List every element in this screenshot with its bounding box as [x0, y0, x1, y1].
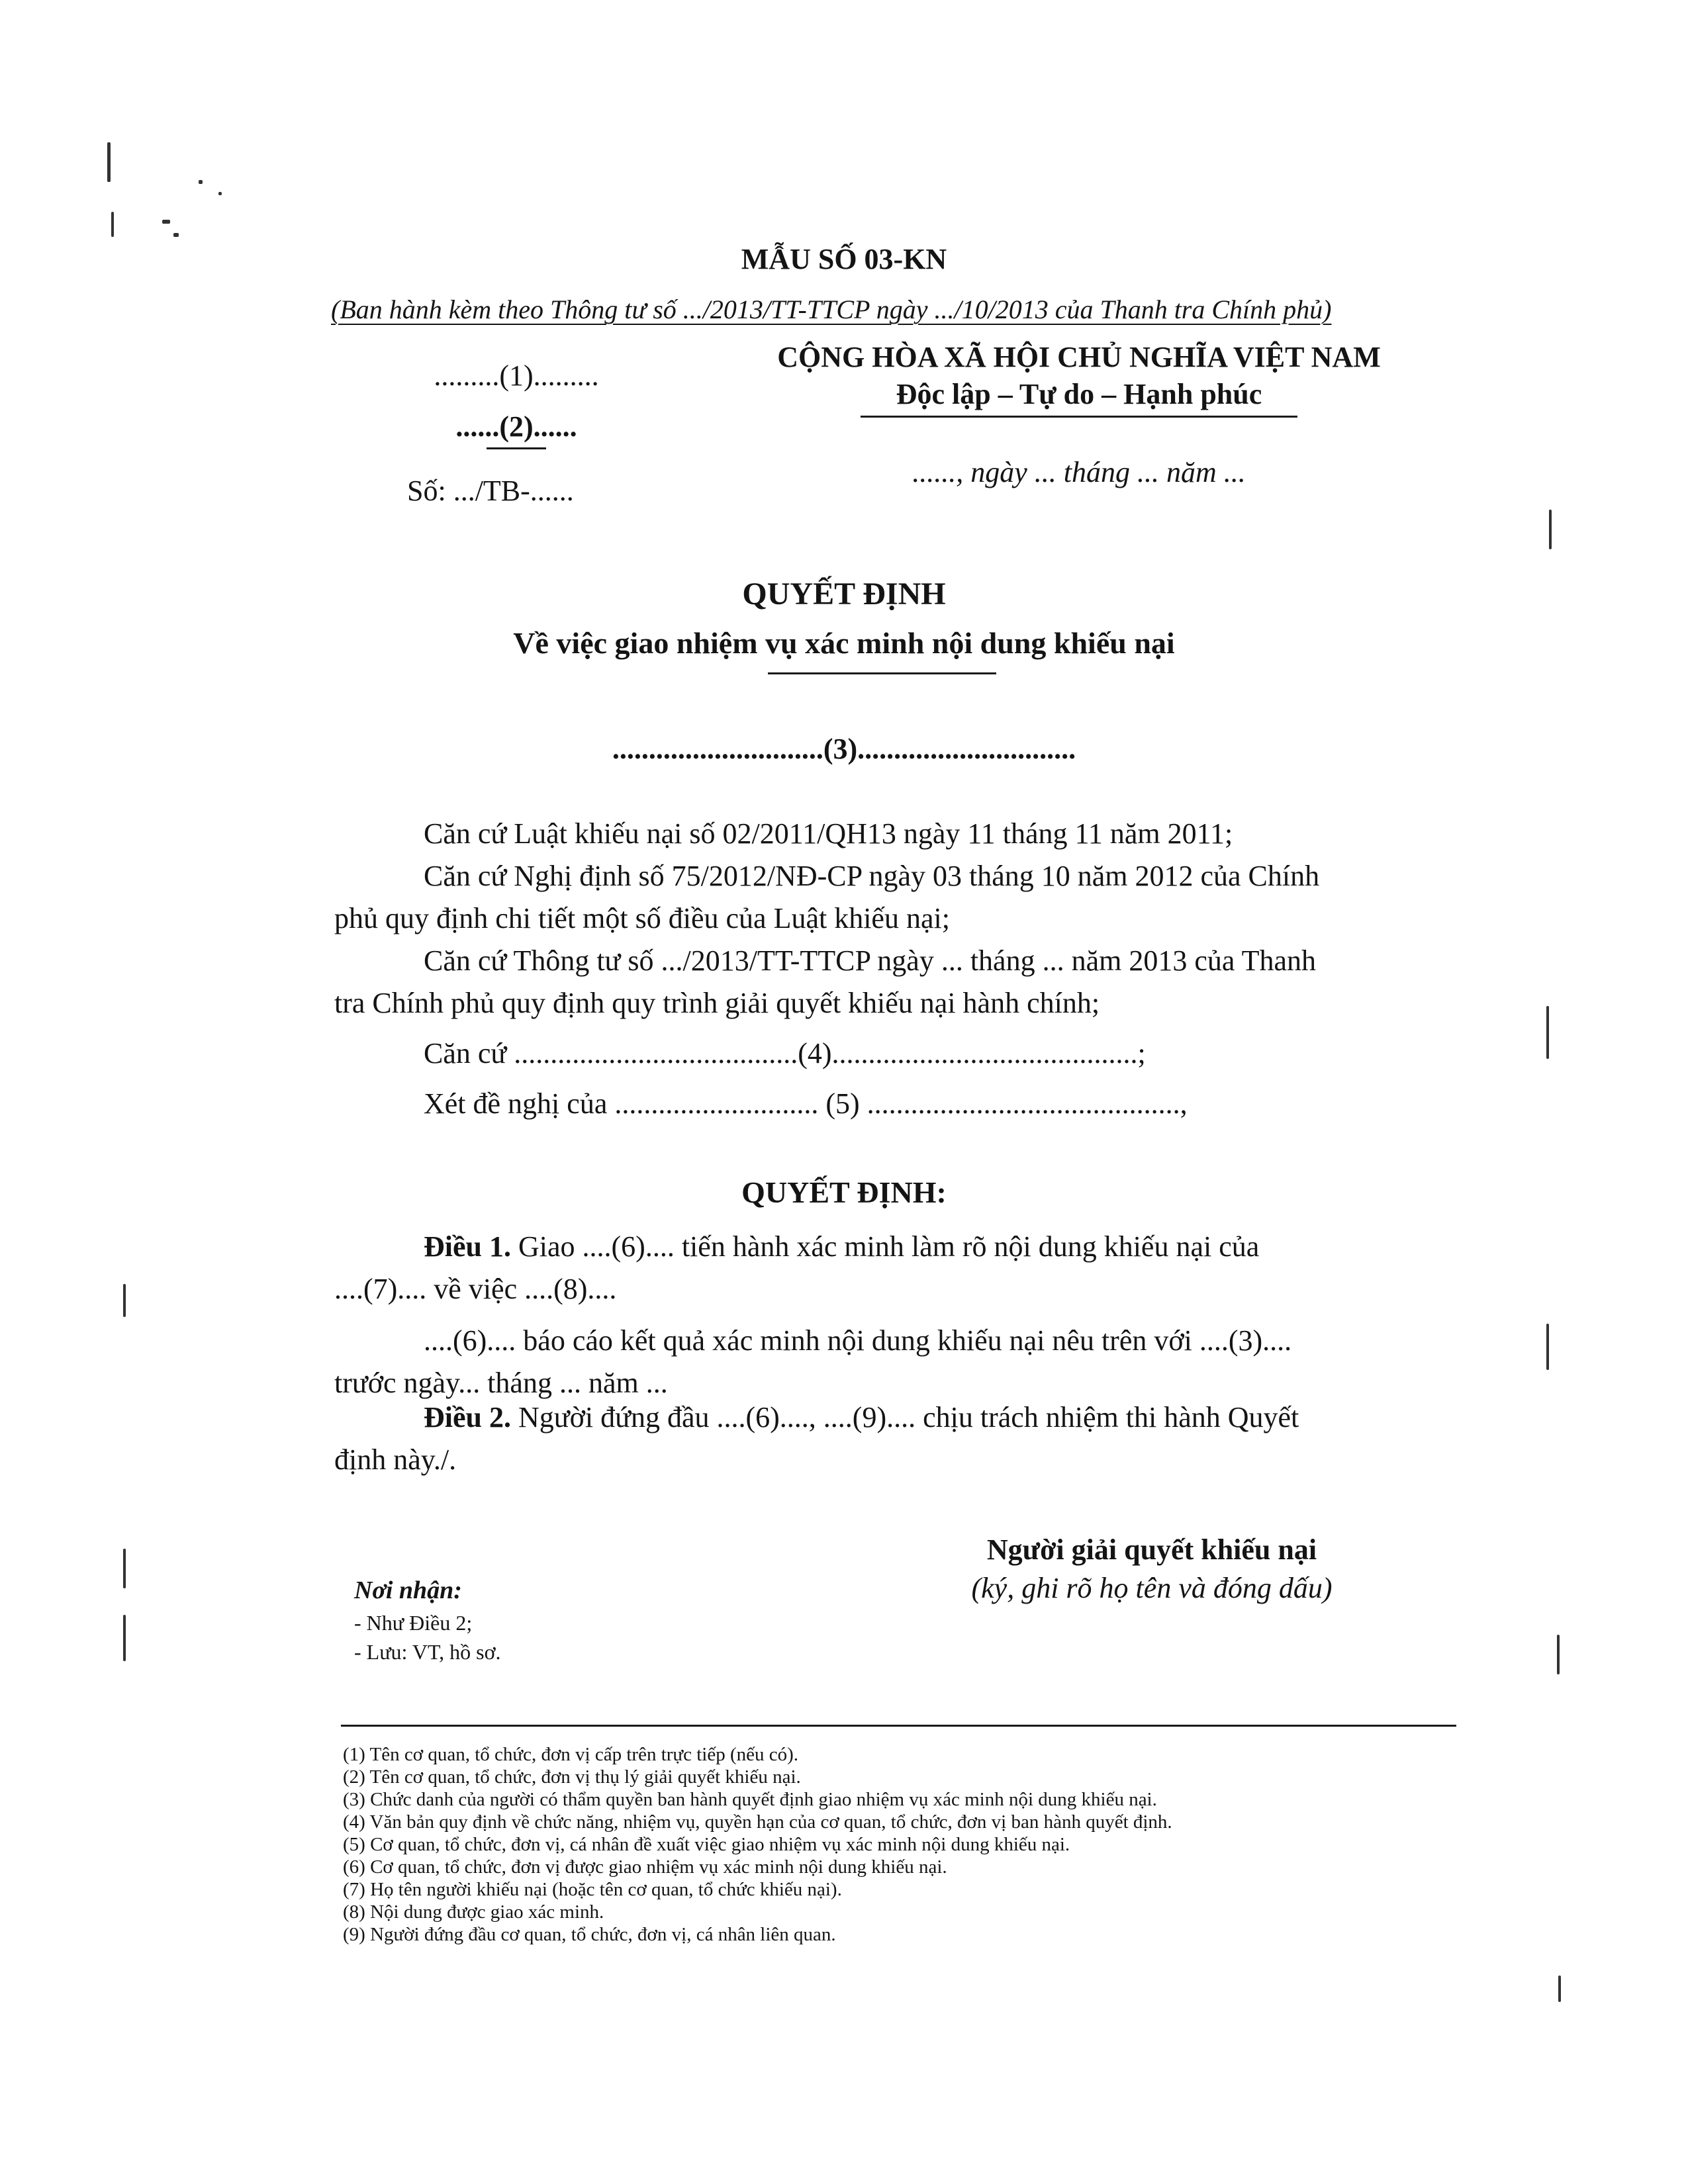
footnote-1: (1) Tên cơ quan, tổ chức, đơn vị cấp trên trực tiếp (nếu có). — [343, 1744, 799, 1765]
article-2-text: Người đứng đầu ....(6)...., ....(9).... chịu trách nhiệm thi hành Quyết — [511, 1401, 1299, 1433]
basis-decree-line1: Căn cứ Nghị định số 75/2012/NĐ-CP ngày 03 tháng 10 năm 2012 của Chính — [424, 860, 1320, 892]
footnote-5: (5) Cơ quan, tổ chức, đơn vị, cá nhân đề xuất việc giao nhiệm vụ xác minh nội dung khiếu nại. — [343, 1834, 1070, 1855]
footnote-7: (7) Họ tên người khiếu nại (hoặc tên cơ quan, tổ chức khiếu nại). — [343, 1879, 842, 1900]
basis-decree-line2: phủ quy định chi tiết một số điều của Luật khiếu nại; — [334, 902, 950, 934]
footnote-divider — [341, 1725, 1456, 1727]
basis-circular-line2: tra Chính phủ quy định quy trình giải quyết khiếu nại hành chính; — [334, 987, 1100, 1019]
handling-agency-placeholder: ......(2)...... — [455, 410, 577, 443]
article-2-line2: định này./. — [334, 1443, 457, 1476]
article-1-line1 — [424, 1226, 1259, 1268]
footnote-4: (4) Văn bản quy định về chức năng, nhiệm vụ, quyền hạn của cơ quan, tổ chức, đơn vị ban hành quyết định. — [343, 1811, 1172, 1833]
decision-subject: Về việc giao nhiệm vụ xác minh nội dung khiếu nại — [513, 626, 1175, 660]
form-number: MẪU SỐ 03-KN — [741, 243, 947, 275]
subject-underline — [768, 672, 996, 674]
basis-regulation: Căn cứ .......................................(4)..........................................; — [424, 1037, 1146, 1069]
agency-underline — [487, 447, 546, 449]
footnote-9: (9) Người đứng đầu cơ quan, tổ chức, đơn vị, cá nhân liên quan. — [343, 1924, 836, 1945]
article-1-line3: ....(6).... báo cáo kết quả xác minh nội dung khiếu nại nêu trên với ....(3).... — [424, 1324, 1292, 1357]
decides-heading: QUYẾT ĐỊNH: — [741, 1175, 947, 1209]
basis-circular-line1: Căn cứ Thông tư số .../2013/TT-TTCP ngày ... tháng ... năm 2013 của Thanh — [424, 944, 1316, 977]
national-motto: Độc lập – Tự do – Hạnh phúc — [896, 378, 1262, 410]
article-1-line2: ....(7).... về việc ....(8).... — [334, 1273, 617, 1305]
place-date-line: ......, ngày ... tháng ... năm ... — [912, 456, 1246, 488]
basis-complaint-law: Căn cứ Luật khiếu nại số 02/2011/QH13 ngày 11 tháng 11 năm 2011; — [424, 817, 1233, 850]
document-number: Số: .../TB-...... — [407, 475, 574, 507]
proposal-by: Xét đề nghị của ............................ (5) ..........................................., — [424, 1087, 1188, 1120]
footnote-8: (8) Nội dung được giao xác minh. — [343, 1901, 604, 1923]
article-1-label: Điều 1. — [424, 1230, 511, 1263]
recipients-heading: Nơi nhận: — [354, 1576, 462, 1604]
recipient-item: - Như Điều 2; — [354, 1611, 473, 1635]
recipient-item: - Lưu: VT, hồ sơ. — [354, 1640, 501, 1664]
article-1-line4: trước ngày... tháng ... năm ... — [334, 1367, 668, 1399]
footnote-3: (3) Chức danh của người có thẩm quyền ban hành quyết định giao nhiệm vụ xác minh nội dung khiếu nại. — [343, 1789, 1157, 1810]
nation-name: CỘNG HÒA XÃ HỘI CHỦ NGHĨA VIỆT NAM — [777, 341, 1381, 373]
footnote-2: (2) Tên cơ quan, tổ chức, đơn vị thụ lý giải quyết khiếu nại. — [343, 1766, 801, 1788]
signer-title: Người giải quyết khiếu nại — [986, 1533, 1317, 1566]
article-1-text: Giao ....(6).... tiến hành xác minh làm rõ nội dung khiếu nại của — [511, 1230, 1260, 1263]
parent-agency-placeholder: .........(1)......... — [434, 359, 599, 392]
issued-with-note: (Ban hành kèm theo Thông tư số .../2013/TT-TTCP ngày .../10/2013 của Thanh tra Chính phủ) — [331, 295, 1332, 324]
footnote-6: (6) Cơ quan, tổ chức, đơn vị được giao nhiệm vụ xác minh nội dung khiếu nại. — [343, 1856, 947, 1878]
article-2-label: Điều 2. — [424, 1401, 511, 1433]
issuer-title-line: .............................(3).............................. — [612, 733, 1076, 765]
motto-underline — [861, 416, 1297, 418]
decision-title: QUYẾT ĐỊNH — [742, 576, 946, 612]
signer-note: (ký, ghi rõ họ tên và đóng dấu) — [971, 1572, 1333, 1604]
article-2-line1 — [424, 1396, 1299, 1439]
